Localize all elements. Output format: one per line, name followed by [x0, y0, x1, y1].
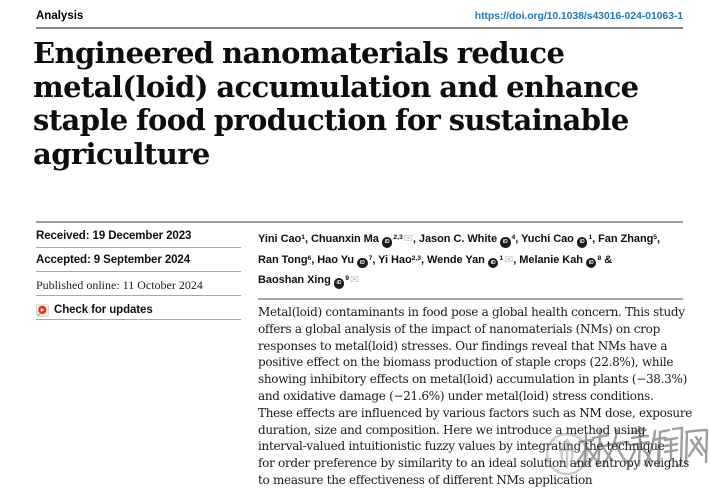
email-icon[interactable]: ✉ — [504, 253, 514, 266]
affiliation-superscript: 4 — [511, 233, 516, 241]
email-icon[interactable]: ✉ — [403, 233, 413, 245]
author-name: Yi Hao — [378, 253, 412, 266]
header-divider — [36, 27, 683, 29]
published-date: Published online: 11 October 2024 — [36, 272, 241, 296]
abstract-line: offers a global analysis of the impact of nanomaterials (NMs) on crop — [258, 321, 660, 336]
abstract-line: Metal(loid) contaminants in food pose a global health concern. This study — [258, 305, 685, 319]
author-list — [258, 222, 683, 298]
check-for-updates-button[interactable] — [36, 296, 241, 320]
author-line: Ran Tong$^6$, Hao Yu $iD^7$, Yi Hao$^{2,3}$, Wende Yan $iD^1✉$, Melanie Kah $iD^8$ & — [258, 251, 683, 272]
affiliation-superscript: 6 — [307, 254, 312, 262]
author-name: Chuanxin Ma — [310, 233, 379, 245]
author-name: Hao Yu — [317, 253, 355, 266]
abstract-line: interval-valued intuitionistic fuzzy values by integrating the technique — [258, 439, 665, 454]
crossmark-icon — [36, 304, 49, 317]
orcid-icon[interactable]: iD — [586, 258, 597, 269]
page-header — [36, 10, 683, 25]
title-line: agriculture — [33, 136, 210, 171]
doi-link[interactable]: https://doi.org/10.1038/s43016-024-01063-1 — [474, 10, 683, 22]
abstract-line: responses to metal(loid) stresses. Our findings reveal that NMs have a — [258, 338, 668, 353]
page-title — [33, 37, 663, 171]
orcid-icon[interactable]: iD — [500, 237, 511, 248]
abstract-line: positive effect on the biomass production of staple crops (22.8%), while — [258, 355, 674, 370]
abstract-line: showing inhibitory effects on metal(loid) accumulation in plants (−38.3%) — [258, 372, 687, 387]
affiliation-superscript: 2,3 — [411, 254, 421, 262]
author-name: Ran Tong — [258, 253, 308, 266]
check-for-updates-label: Check for updates — [54, 304, 153, 316]
affiliation-superscript: 1 — [499, 254, 504, 262]
article-main-column — [258, 222, 693, 489]
author-name: Fan Zhang — [598, 233, 654, 245]
orcid-icon[interactable]: iD — [357, 258, 368, 269]
affiliation-superscript: 8 — [597, 254, 602, 262]
author-line — [258, 271, 683, 292]
abstract-line: These effects are influenced by various factors such as NM dose, exposure — [258, 405, 693, 420]
abstract-line: and oxidative damage (−21.6%) under metal(loid) stress conditions. — [258, 388, 654, 403]
abstract-line: for order preference by similarity to an ideal solution and entropy weights — [258, 456, 689, 471]
received-date: Received: 19 December 2023 — [36, 222, 241, 248]
affiliation-superscript: 9 — [345, 275, 349, 283]
author-name: Yini Cao — [258, 233, 302, 245]
accepted-date: Accepted: 9 September 2024 — [36, 248, 241, 272]
affiliation-superscript: 2,3 — [393, 233, 403, 241]
author-name: Yuchi Cao — [521, 233, 574, 245]
orcid-icon[interactable]: iD — [334, 278, 345, 289]
abstract-line: duration, size and composition. Here we introduce a method using — [258, 422, 646, 437]
orcid-icon[interactable]: iD — [382, 237, 393, 248]
title-line: Engineered nanomaterials reduce — [33, 36, 565, 70]
abstract-line: to measure the effectiveness of different NMs application — [258, 472, 593, 487]
affiliation-superscript: 5 — [653, 233, 658, 241]
author-name: Melanie Kah — [519, 253, 583, 266]
orcid-icon[interactable]: iD — [577, 237, 588, 248]
affiliation-superscript: 1 — [588, 233, 593, 241]
affiliation-superscript: 1 — [301, 233, 305, 241]
article-info-column — [36, 222, 241, 320]
article-category: Analysis — [36, 10, 84, 22]
author-line: Yini Cao$^1$, Chuanxin Ma iD$^{2,3}$✉, Jason C. White $iD^4$, Yuchi Cao $iD^1$, Fan Zhang$^5$, — [258, 230, 683, 251]
abstract-text — [258, 300, 693, 489]
email-icon[interactable]: ✉ — [350, 274, 360, 287]
author-name: Jason C. White — [418, 233, 498, 245]
author-name: Baoshan Xing — [258, 274, 331, 287]
orcid-icon[interactable]: iD — [488, 258, 499, 269]
title-line: staple food production for sustainable — [33, 103, 629, 137]
author-name: Wende Yan — [427, 253, 485, 266]
title-line: metal(loid) accumulation and enhance — [33, 69, 639, 104]
affiliation-superscript: 7 — [368, 254, 373, 262]
